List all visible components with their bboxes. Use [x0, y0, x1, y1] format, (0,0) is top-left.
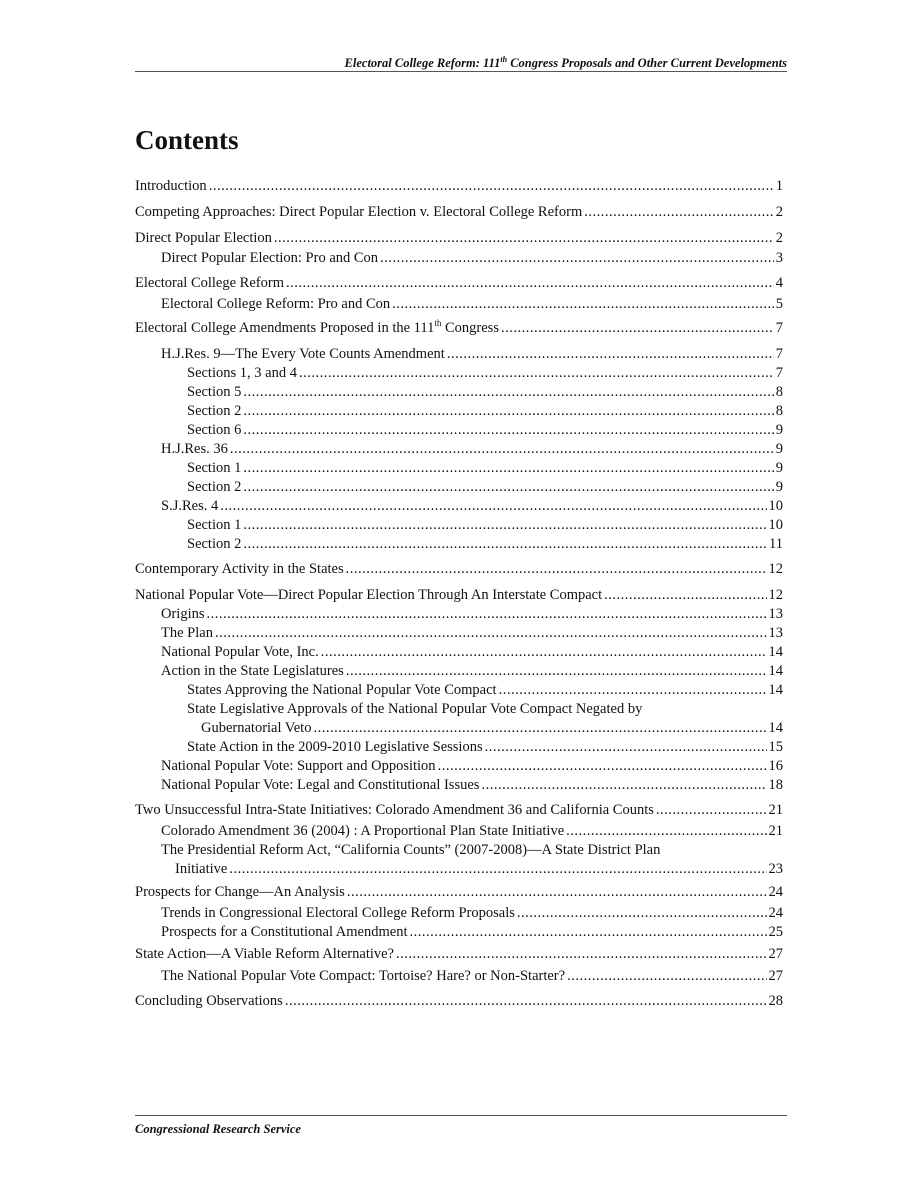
dot-leader: [243, 402, 773, 421]
toc-entry[interactable]: [135, 700, 783, 738]
toc-page-number: 24: [768, 905, 783, 921]
toc-page-number: 21: [768, 823, 783, 839]
toc-page-number: 14: [768, 644, 783, 660]
toc-entry-title: H.J.Res. 9—The Every Vote Counts Amendment: [161, 346, 445, 362]
dot-leader: [584, 203, 774, 222]
dot-leader: [299, 364, 774, 383]
toc-entry[interactable]: [135, 967, 783, 986]
dot-leader: [243, 383, 773, 402]
toc-entry-title: Section 2: [187, 536, 242, 552]
toc-entry-title: The Plan: [161, 625, 213, 641]
dot-leader: [313, 719, 766, 738]
toc-entry[interactable]: [135, 274, 783, 293]
dot-leader: [380, 249, 774, 268]
toc-entry[interactable]: [135, 738, 783, 757]
running-footer: Congressional Research Service: [135, 1115, 787, 1137]
toc-page-number: 23: [768, 861, 783, 877]
toc-page-number: 7: [775, 346, 783, 362]
dot-leader: [438, 757, 767, 776]
toc-page-number: 10: [768, 517, 783, 533]
toc-entry[interactable]: [135, 319, 783, 338]
toc-entry-title: Electoral College Reform: Pro and Con: [161, 296, 391, 312]
dot-leader: [321, 643, 767, 662]
toc-entry-title-after: Congress: [441, 320, 499, 336]
toc-entry[interactable]: [135, 497, 783, 516]
dot-leader: [481, 776, 766, 795]
toc-entry-title: Section 2: [187, 479, 242, 495]
dot-leader: [485, 738, 767, 757]
toc-page-number: 7: [775, 320, 783, 336]
dot-leader: [499, 681, 767, 700]
toc-entry[interactable]: [135, 586, 783, 605]
toc-entry-title: Section 5: [187, 384, 242, 400]
dot-leader: [286, 274, 774, 293]
toc-entry[interactable]: [135, 624, 783, 643]
toc-page-number: 9: [775, 441, 783, 457]
dot-leader: [501, 319, 774, 338]
toc-page-number: 14: [768, 720, 783, 736]
toc-entry-title: Two Unsuccessful Intra-State Initiatives: Colorado Amendment 36 and California Counts: [135, 802, 654, 818]
toc-page-number: 12: [768, 561, 783, 577]
toc-entry-title: Action in the State Legislatures: [161, 663, 344, 679]
header-text-after: Congress Proposals and Other Current Developments: [507, 56, 787, 70]
toc-entry[interactable]: [135, 822, 783, 841]
toc-entry-title: Colorado Amendment 36 (2004) : A Proportional Plan State Initiative: [161, 823, 565, 839]
toc-page-number: 11: [769, 536, 783, 552]
dot-leader: [243, 421, 773, 440]
toc-page-number: 5: [775, 296, 783, 312]
toc-entry-title: National Popular Vote: Legal and Constitutional Issues: [161, 777, 480, 793]
dot-leader: [604, 586, 766, 605]
toc-entry[interactable]: [135, 757, 783, 776]
toc-entry-title: National Popular Vote: Support and Opposition: [161, 758, 436, 774]
toc-entry[interactable]: [135, 249, 783, 268]
toc-entry-title: National Popular Vote—Direct Popular Election Through An Interstate Compact: [135, 587, 603, 603]
toc-entry-title: Trends in Congressional Electoral College Reform Proposals: [161, 905, 515, 921]
toc-entry-title: National Popular Vote, Inc.: [161, 644, 319, 660]
toc-page-number: 3: [775, 250, 783, 266]
toc-entry-title: Prospects for a Constitutional Amendment: [161, 924, 408, 940]
toc-entry-title: [135, 319, 499, 338]
toc-entry[interactable]: [135, 560, 783, 579]
toc-entry[interactable]: [135, 345, 783, 364]
toc-page-number: 24: [768, 884, 783, 900]
toc-page-number: 12: [768, 587, 783, 603]
toc-entry[interactable]: [135, 841, 783, 879]
toc-entry[interactable]: [135, 402, 783, 421]
dot-leader: [220, 497, 766, 516]
toc-page-number: 27: [768, 946, 783, 962]
toc-page-number: 9: [775, 460, 783, 476]
toc-page-number: 18: [768, 777, 783, 793]
toc-page-number: 10: [768, 498, 783, 514]
dot-leader: [566, 822, 766, 841]
toc-page-number: 9: [775, 479, 783, 495]
toc-entry[interactable]: [135, 478, 783, 497]
toc-entry-superscript: th: [434, 318, 442, 329]
dot-leader: [243, 459, 773, 478]
toc-entry[interactable]: [135, 992, 783, 1011]
page-title: Contents: [135, 125, 239, 155]
dot-leader: [447, 345, 774, 364]
toc-entry[interactable]: [135, 681, 783, 700]
toc-page-number: 15: [768, 739, 783, 755]
toc-page-number: 4: [775, 275, 783, 291]
toc-entry[interactable]: [135, 295, 783, 314]
dot-leader: [517, 904, 767, 923]
running-header: [135, 55, 787, 72]
dot-leader: [243, 535, 767, 554]
toc-entry-title: S.J.Res. 4: [161, 498, 219, 514]
toc-entry[interactable]: [135, 904, 783, 923]
dot-leader: [229, 860, 766, 879]
toc-entry[interactable]: [135, 229, 783, 248]
header-text: Electoral College Reform: 111: [344, 56, 501, 70]
toc-entry[interactable]: [135, 440, 783, 459]
toc-entry[interactable]: [135, 177, 783, 196]
toc-entry[interactable]: [135, 801, 783, 820]
toc-entry[interactable]: [135, 776, 783, 795]
toc-entry[interactable]: [135, 643, 783, 662]
toc-entry-title: Origins: [161, 606, 205, 622]
toc-page-number: 8: [775, 384, 783, 400]
toc-entry-title: Prospects for Change—An Analysis: [135, 884, 345, 900]
toc-page-number: 14: [768, 663, 783, 679]
toc-entry[interactable]: [135, 535, 783, 554]
toc-entry-title-continuation: Initiative: [175, 861, 228, 877]
toc-entry[interactable]: [135, 923, 783, 942]
toc-page-number: 13: [768, 625, 783, 641]
toc-entry[interactable]: [135, 662, 783, 681]
toc-entry-title: Section 6: [187, 422, 242, 438]
toc-entry-title: States Approving the National Popular Vote Compact: [187, 682, 497, 698]
toc-page-number: 2: [775, 204, 783, 220]
dot-leader: [243, 516, 766, 535]
toc-entry-title: State Action—A Viable Reform Alternative?: [135, 946, 394, 962]
toc-entry-title: Contemporary Activity in the States: [135, 561, 344, 577]
toc-entry-title: H.J.Res. 36: [161, 441, 228, 457]
dot-leader: [346, 560, 767, 579]
dot-leader: [409, 923, 766, 942]
dot-leader: [396, 945, 767, 964]
toc-page-number: 1: [775, 178, 783, 194]
toc-entry-title: Concluding Observations: [135, 993, 283, 1009]
toc-entry-title: State Legislative Approvals of the National Popular Vote Compact Negated by: [187, 701, 643, 717]
toc-entry[interactable]: [135, 383, 783, 402]
dot-leader: [215, 624, 767, 643]
toc-entry-title: Section 1: [187, 517, 242, 533]
toc-entry[interactable]: [135, 883, 783, 902]
toc-page-number: 25: [768, 924, 783, 940]
toc-page-number: 28: [768, 993, 783, 1009]
toc-entry[interactable]: [135, 364, 783, 383]
toc-page-number: 8: [775, 403, 783, 419]
dot-leader: [346, 662, 767, 681]
dot-leader: [656, 801, 767, 820]
toc-entry-title-text: Electoral College Amendments Proposed in the 111: [135, 320, 435, 336]
toc-entry[interactable]: [135, 203, 783, 222]
toc-entry-title: Direct Popular Election: [135, 230, 272, 246]
toc-entry-title: Introduction: [135, 178, 207, 194]
toc-entry-title: Section 1: [187, 460, 242, 476]
toc-page-number: 7: [775, 365, 783, 381]
toc-entry[interactable]: [135, 605, 783, 624]
toc-page-number: 21: [768, 802, 783, 818]
dot-leader: [285, 992, 767, 1011]
dot-leader: [274, 229, 774, 248]
toc-entry-title-continuation: Gubernatorial Veto: [201, 720, 312, 736]
toc-entry[interactable]: [135, 421, 783, 440]
toc-entry[interactable]: [135, 459, 783, 478]
toc-entry-title: Section 2: [187, 403, 242, 419]
header-superscript: th: [500, 54, 508, 64]
toc-page-number: 13: [768, 606, 783, 622]
dot-leader: [230, 440, 774, 459]
toc-entry-title: Sections 1, 3 and 4: [187, 365, 297, 381]
toc-entry[interactable]: [135, 945, 783, 964]
dot-leader: [567, 967, 766, 986]
toc-entry[interactable]: [135, 516, 783, 535]
toc-entry-title: Direct Popular Election: Pro and Con: [161, 250, 379, 266]
dot-leader: [209, 177, 774, 196]
dot-leader: [207, 605, 767, 624]
dot-leader: [347, 883, 767, 902]
toc-page-number: 9: [775, 422, 783, 438]
toc-page-number: 2: [775, 230, 783, 246]
toc-entry-title: Competing Approaches: Direct Popular Election v. Electoral College Reform: [135, 204, 583, 220]
toc-page-number: 16: [768, 758, 783, 774]
toc-entry-title: State Action in the 2009-2010 Legislative Sessions: [187, 739, 483, 755]
toc-entry-title: The National Popular Vote Compact: Tortoise? Hare? or Non-Starter?: [161, 968, 566, 984]
dot-leader: [243, 478, 773, 497]
toc-page-number: 27: [768, 968, 783, 984]
toc-entry-title: The Presidential Reform Act, “California Counts” (2007-2008)—A State District Plan: [161, 842, 661, 858]
dot-leader: [392, 295, 774, 314]
toc-page-number: 14: [768, 682, 783, 698]
toc-entry-title: Electoral College Reform: [135, 275, 284, 291]
